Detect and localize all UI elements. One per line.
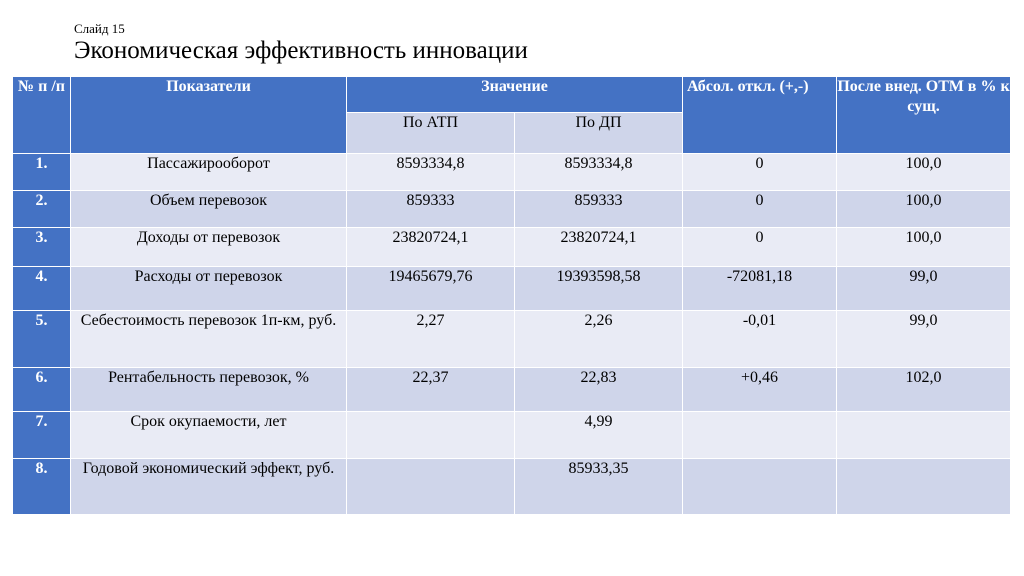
table-row bbox=[13, 154, 1011, 191]
row-atp: 859333 bbox=[347, 191, 515, 228]
row-atp: 23820724,1 bbox=[347, 228, 515, 267]
row-percent: 99,0 bbox=[837, 311, 1011, 368]
slide-label: Слайд 15 bbox=[74, 21, 125, 36]
row-abs: 0 bbox=[683, 191, 837, 228]
table-row bbox=[13, 191, 1011, 228]
row-number: 6. bbox=[13, 368, 71, 412]
row-abs: 0 bbox=[683, 228, 837, 267]
header-atp: По АТП bbox=[347, 113, 515, 154]
table-row bbox=[13, 459, 1011, 515]
row-atp: 22,37 bbox=[347, 368, 515, 412]
header-indicator: Показатели bbox=[71, 77, 347, 154]
row-dp: 85933,35 bbox=[515, 459, 683, 515]
row-percent: 102,0 bbox=[837, 368, 1011, 412]
row-indicator: Пассажирооборот bbox=[71, 154, 347, 191]
row-abs: 0 bbox=[683, 154, 837, 191]
row-percent: 100,0 bbox=[837, 228, 1011, 267]
row-number: 8. bbox=[13, 459, 71, 515]
row-percent: 99,0 bbox=[837, 267, 1011, 311]
row-dp: 2,26 bbox=[515, 311, 683, 368]
row-percent bbox=[837, 459, 1011, 515]
row-percent: 100,0 bbox=[837, 154, 1011, 191]
header-after-percent: После внед. ОТМ в % к сущ. bbox=[837, 77, 1011, 154]
row-percent bbox=[837, 412, 1011, 459]
row-dp: 4,99 bbox=[515, 412, 683, 459]
row-number: 5. bbox=[13, 311, 71, 368]
row-abs bbox=[683, 459, 837, 515]
table-row bbox=[13, 228, 1011, 267]
row-abs: -72081,18 bbox=[683, 267, 837, 311]
row-dp: 8593334,8 bbox=[515, 154, 683, 191]
row-dp: 19393598,58 bbox=[515, 267, 683, 311]
row-abs: +0,46 bbox=[683, 368, 837, 412]
row-indicator: Доходы от перевозок bbox=[71, 228, 347, 267]
row-dp: 859333 bbox=[515, 191, 683, 228]
slide-title: Экономическая эффективность инновации bbox=[74, 37, 528, 64]
table-row bbox=[13, 368, 1011, 412]
header-abs-deviation: Абсол. откл. (+,-) bbox=[683, 77, 837, 154]
row-atp: 19465679,76 bbox=[347, 267, 515, 311]
row-number: 7. bbox=[13, 412, 71, 459]
row-indicator: Годовой экономический эффект, руб. bbox=[71, 459, 347, 515]
row-indicator: Себестоимость перевозок 1п-км, руб. bbox=[71, 311, 347, 368]
efficiency-table bbox=[12, 76, 1011, 515]
row-dp: 23820724,1 bbox=[515, 228, 683, 267]
table-row bbox=[13, 267, 1011, 311]
header-num: № п /п bbox=[13, 77, 71, 154]
row-abs bbox=[683, 412, 837, 459]
header-value: Значение bbox=[347, 77, 683, 113]
row-dp: 22,83 bbox=[515, 368, 683, 412]
row-number: 2. bbox=[13, 191, 71, 228]
row-indicator: Объем перевозок bbox=[71, 191, 347, 228]
row-indicator: Срок окупаемости, лет bbox=[71, 412, 347, 459]
row-atp: 8593334,8 bbox=[347, 154, 515, 191]
row-atp: 2,27 bbox=[347, 311, 515, 368]
row-indicator: Рентабельность перевозок, % bbox=[71, 368, 347, 412]
row-percent: 100,0 bbox=[837, 191, 1011, 228]
row-atp bbox=[347, 459, 515, 515]
header-dp: По ДП bbox=[515, 113, 683, 154]
row-number: 1. bbox=[13, 154, 71, 191]
row-abs: -0,01 bbox=[683, 311, 837, 368]
row-atp bbox=[347, 412, 515, 459]
table-row bbox=[13, 412, 1011, 459]
row-number: 4. bbox=[13, 267, 71, 311]
table-row bbox=[13, 311, 1011, 368]
row-indicator: Расходы от перевозок bbox=[71, 267, 347, 311]
row-number: 3. bbox=[13, 228, 71, 267]
